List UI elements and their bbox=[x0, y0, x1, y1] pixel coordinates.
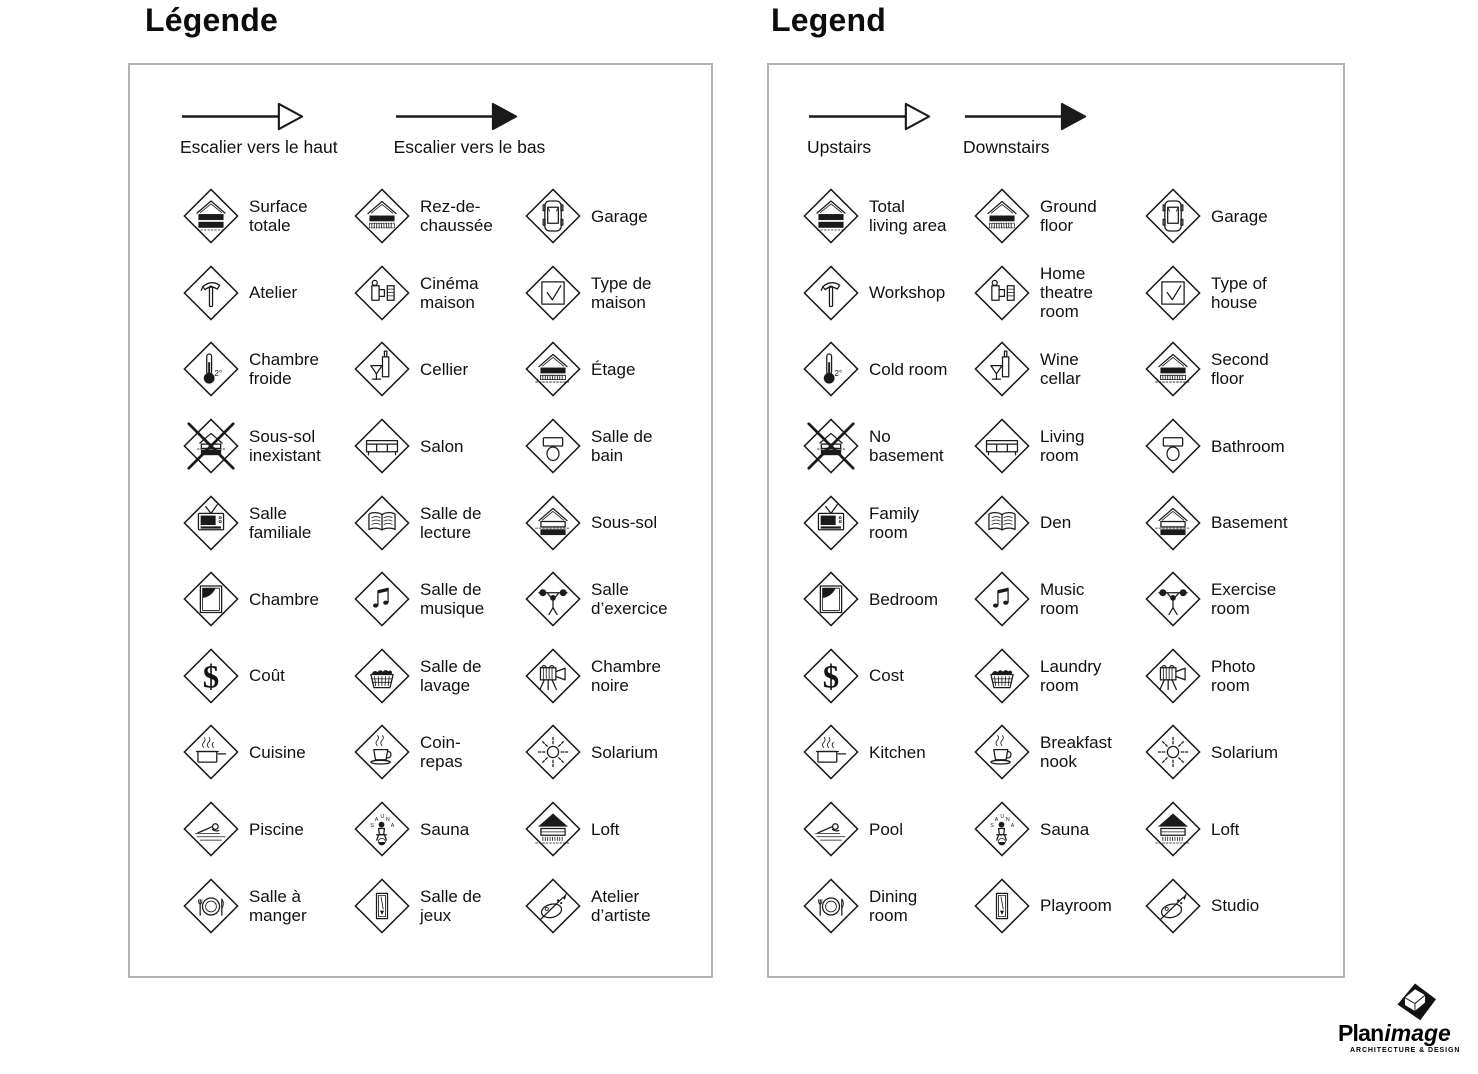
legend-item-projector bbox=[973, 255, 1144, 332]
legend-item-bed bbox=[182, 561, 353, 638]
coffee-icon bbox=[353, 723, 411, 781]
legend-item-label: Loft bbox=[591, 819, 620, 839]
legend-item-car bbox=[524, 178, 695, 255]
legend-item-swimmer bbox=[802, 791, 973, 868]
legend-item-label: Pool bbox=[869, 819, 904, 839]
legend-item-house-loft bbox=[1144, 791, 1315, 868]
house-basement-icon bbox=[524, 494, 582, 552]
legend-item-label: Salle de musique bbox=[420, 580, 485, 619]
legend-item-pool-table bbox=[353, 867, 524, 944]
legend-item-label: Workshop bbox=[869, 283, 946, 303]
car-icon bbox=[524, 187, 582, 245]
brand-italic-text: image bbox=[1384, 1020, 1451, 1046]
legend-panel-french bbox=[128, 63, 713, 978]
legend-item-camera bbox=[1144, 638, 1315, 715]
legend-item-house-ground bbox=[353, 178, 524, 255]
legend-item-label: Total living area bbox=[869, 197, 947, 236]
projector-icon bbox=[353, 264, 411, 322]
legend-item-label: Photo room bbox=[1211, 656, 1256, 695]
swimmer-icon bbox=[182, 800, 240, 858]
legend-item-music bbox=[973, 561, 1144, 638]
legend-item-label: Loft bbox=[1211, 819, 1240, 839]
legend-item-sun bbox=[1144, 714, 1315, 791]
no-basement-icon bbox=[802, 417, 860, 475]
legend-item-laundry bbox=[353, 638, 524, 715]
music-icon bbox=[353, 570, 411, 628]
legend-item-house-full bbox=[182, 178, 353, 255]
legend-item-label: Bathroom bbox=[1211, 436, 1285, 456]
bed-icon bbox=[802, 570, 860, 628]
dining-icon bbox=[802, 877, 860, 935]
legend-title-english: Legend bbox=[771, 2, 886, 38]
legend-item-coffee bbox=[973, 714, 1144, 791]
legend-item-label: Garage bbox=[591, 206, 648, 226]
pool-table-icon bbox=[353, 877, 411, 935]
legend-item-hammer bbox=[802, 255, 973, 332]
legend-item-label: Atelier d’artiste bbox=[591, 886, 651, 925]
legend-item-label: Solarium bbox=[591, 742, 659, 762]
downstairs-arrow-group bbox=[963, 101, 1089, 158]
legend-item-house-ground bbox=[973, 178, 1144, 255]
legend-item-thermometer bbox=[182, 331, 353, 408]
legend-item-label: Basement bbox=[1211, 513, 1288, 533]
stair-arrows-english bbox=[769, 65, 1343, 158]
dollar-icon bbox=[802, 647, 860, 705]
legend-item-checkmark bbox=[1144, 255, 1315, 332]
legend-item-label: Salle de jeux bbox=[420, 886, 482, 925]
house-full-icon bbox=[802, 187, 860, 245]
downstairs-arrow-group bbox=[394, 101, 546, 158]
legend-item-wine bbox=[973, 331, 1144, 408]
legend-item-label: Étage bbox=[591, 359, 636, 379]
legend-title-french: Légende bbox=[145, 2, 278, 38]
house-loft-icon bbox=[1144, 800, 1202, 858]
legend-item-label: Type of house bbox=[1211, 273, 1267, 312]
upstairs-arrow-group bbox=[807, 101, 933, 158]
legend-item-label: Cinéma maison bbox=[420, 273, 479, 312]
palette-icon bbox=[524, 877, 582, 935]
legend-item-car bbox=[1144, 178, 1315, 255]
thermometer-icon bbox=[182, 340, 240, 398]
legend-item-label: Sous-sol inexistant bbox=[249, 427, 321, 466]
swimmer-icon bbox=[802, 800, 860, 858]
sofa-icon bbox=[973, 417, 1031, 475]
stairs-down-label: Downstairs bbox=[963, 137, 1050, 157]
stairs-down-label: Escalier vers le bas bbox=[393, 137, 546, 157]
planimage-tagline: ARCHITECTURE & DESIGN bbox=[1350, 1047, 1461, 1054]
legend-item-label: Atelier bbox=[249, 283, 298, 303]
planimage-brand bbox=[1338, 1022, 1478, 1045]
legend-item-label: Salle d’exercice bbox=[591, 580, 668, 619]
legend-item-thermometer bbox=[802, 331, 973, 408]
weights-icon bbox=[524, 570, 582, 628]
legend-item-hammer bbox=[182, 255, 353, 332]
legend-item-label: Exercise room bbox=[1211, 580, 1277, 619]
weights-icon bbox=[1144, 570, 1202, 628]
legend-item-label: Sauna bbox=[1040, 819, 1090, 839]
legend-item-label: Breakfast nook bbox=[1040, 733, 1112, 772]
sauna-icon bbox=[353, 800, 411, 858]
tv-icon bbox=[182, 494, 240, 552]
legend-item-label: Chambre noire bbox=[591, 656, 661, 695]
legend-item-house-loft bbox=[524, 791, 695, 868]
legend-item-label: Dining room bbox=[869, 886, 918, 925]
legend-item-label: Garage bbox=[1211, 206, 1268, 226]
legend-item-label: Wine cellar bbox=[1040, 350, 1081, 389]
stairs-up-label: Escalier vers le haut bbox=[180, 137, 338, 157]
legend-item-laundry bbox=[973, 638, 1144, 715]
legend-item-label: Music room bbox=[1040, 580, 1085, 619]
brand-bold-text: Plan bbox=[1338, 1020, 1384, 1046]
legend-item-dining bbox=[802, 867, 973, 944]
stairs-down-arrow-icon bbox=[394, 101, 520, 132]
legend-item-label: Kitchen bbox=[869, 742, 926, 762]
pot-icon bbox=[182, 723, 240, 781]
legend-grid-english bbox=[769, 178, 1343, 944]
book-icon bbox=[353, 494, 411, 552]
legend-item-projector bbox=[353, 255, 524, 332]
sauna-icon bbox=[973, 800, 1031, 858]
stairs-up-arrow-icon bbox=[807, 101, 933, 132]
legend-item-label: Playroom bbox=[1040, 896, 1112, 916]
camera-icon bbox=[524, 647, 582, 705]
legend-item-swimmer bbox=[182, 791, 353, 868]
legend-item-dollar bbox=[802, 638, 973, 715]
legend-item-toilet bbox=[524, 408, 695, 485]
legend-item-label: Solarium bbox=[1211, 742, 1279, 762]
legend-item-label: Studio bbox=[1211, 896, 1260, 916]
legend-item-label: Cold room bbox=[869, 359, 948, 379]
legend-item-pool-table bbox=[973, 867, 1144, 944]
pot-icon bbox=[802, 723, 860, 781]
legend-item-label: Laundry room bbox=[1040, 656, 1102, 695]
legend-item-label: Piscine bbox=[249, 819, 304, 839]
legend-item-label: Chambre froide bbox=[249, 350, 319, 389]
legend-item-label: Sous-sol bbox=[591, 513, 658, 533]
checkmark-icon bbox=[524, 264, 582, 322]
planimage-house-icon bbox=[1392, 980, 1438, 1022]
legend-item-no-basement bbox=[802, 408, 973, 485]
legend-item-dollar bbox=[182, 638, 353, 715]
legend-item-label: Cost bbox=[869, 666, 904, 686]
legend-item-bed bbox=[802, 561, 973, 638]
upstairs-arrow-group bbox=[180, 101, 338, 158]
tv-icon bbox=[802, 494, 860, 552]
legend-item-sauna bbox=[973, 791, 1144, 868]
legend-item-pot bbox=[802, 714, 973, 791]
legend-item-label: Salle de lavage bbox=[420, 656, 482, 695]
legend-item-label: Family room bbox=[869, 503, 920, 542]
legend-item-label: Coin-repas bbox=[420, 733, 463, 772]
sun-icon bbox=[1144, 723, 1202, 781]
legend-item-label: Salon bbox=[420, 436, 464, 456]
legend-item-label: Salle de lecture bbox=[420, 503, 482, 542]
thermometer-icon bbox=[802, 340, 860, 398]
legend-item-sofa bbox=[973, 408, 1144, 485]
stairs-up-arrow-icon bbox=[180, 101, 306, 132]
legend-item-tv bbox=[802, 484, 973, 561]
stairs-up-label: Upstairs bbox=[807, 137, 872, 157]
legend-item-label: Type de maison bbox=[591, 273, 652, 312]
legend-item-house-second bbox=[524, 331, 695, 408]
legend-item-label: Home theatre room bbox=[1040, 264, 1093, 322]
book-icon bbox=[973, 494, 1031, 552]
stairs-down-arrow-icon bbox=[963, 101, 1089, 132]
legend-item-label: Second floor bbox=[1211, 350, 1269, 389]
legend-item-label: Salle de bain bbox=[591, 427, 653, 466]
legend-item-weights bbox=[1144, 561, 1315, 638]
legend-item-tv bbox=[182, 484, 353, 561]
legend-item-label: Coût bbox=[249, 666, 285, 686]
legend-grid-french bbox=[130, 178, 711, 944]
legend-item-label: No basement bbox=[869, 427, 944, 466]
legend-item-label: Cellier bbox=[420, 359, 469, 379]
sun-icon bbox=[524, 723, 582, 781]
palette-icon bbox=[1144, 877, 1202, 935]
legend-item-no-basement bbox=[182, 408, 353, 485]
legend-item-label: Cuisine bbox=[249, 742, 306, 762]
house-second-icon bbox=[1144, 340, 1202, 398]
legend-item-weights bbox=[524, 561, 695, 638]
planimage-logo bbox=[1338, 980, 1478, 1054]
legend-item-dining bbox=[182, 867, 353, 944]
legend-item-label: Sauna bbox=[420, 819, 470, 839]
legend-item-label: Surface totale bbox=[249, 197, 308, 236]
house-loft-icon bbox=[524, 800, 582, 858]
legend-item-label: Chambre bbox=[249, 589, 319, 609]
toilet-icon bbox=[524, 417, 582, 475]
house-ground-icon bbox=[973, 187, 1031, 245]
legend-item-house-full bbox=[802, 178, 973, 255]
legend-panel-english bbox=[767, 63, 1345, 978]
laundry-icon bbox=[353, 647, 411, 705]
legend-item-sauna bbox=[353, 791, 524, 868]
legend-item-book bbox=[353, 484, 524, 561]
house-ground-icon bbox=[353, 187, 411, 245]
stair-arrows-french bbox=[130, 65, 711, 158]
legend-item-label: Living room bbox=[1040, 427, 1085, 466]
music-icon bbox=[973, 570, 1031, 628]
legend-item-label: Ground floor bbox=[1040, 197, 1097, 236]
legend-item-label: Salle à manger bbox=[249, 886, 307, 925]
legend-item-wine bbox=[353, 331, 524, 408]
toilet-icon bbox=[1144, 417, 1202, 475]
legend-item-palette bbox=[1144, 867, 1315, 944]
legend-item-pot bbox=[182, 714, 353, 791]
camera-icon bbox=[1144, 647, 1202, 705]
legend-item-palette bbox=[524, 867, 695, 944]
pool-table-icon bbox=[973, 877, 1031, 935]
legend-item-label: Rez-de-chaussée bbox=[420, 197, 493, 236]
legend-item-house-basement bbox=[524, 484, 695, 561]
house-full-icon bbox=[182, 187, 240, 245]
hammer-icon bbox=[182, 264, 240, 322]
legend-item-music bbox=[353, 561, 524, 638]
dining-icon bbox=[182, 877, 240, 935]
house-basement-icon bbox=[1144, 494, 1202, 552]
legend-item-coffee bbox=[353, 714, 524, 791]
legend-item-toilet bbox=[1144, 408, 1315, 485]
hammer-icon bbox=[802, 264, 860, 322]
legend-item-house-second bbox=[1144, 331, 1315, 408]
legend-item-label: Salle familiale bbox=[249, 503, 312, 542]
bed-icon bbox=[182, 570, 240, 628]
dollar-icon bbox=[182, 647, 240, 705]
coffee-icon bbox=[973, 723, 1031, 781]
wine-icon bbox=[353, 340, 411, 398]
legend-item-label: Bedroom bbox=[869, 589, 938, 609]
legend-item-book bbox=[973, 484, 1144, 561]
legend-item-checkmark bbox=[524, 255, 695, 332]
laundry-icon bbox=[973, 647, 1031, 705]
legend-item-sofa bbox=[353, 408, 524, 485]
projector-icon bbox=[973, 264, 1031, 322]
wine-icon bbox=[973, 340, 1031, 398]
legend-item-camera bbox=[524, 638, 695, 715]
legend-item-label: Den bbox=[1040, 513, 1072, 533]
legend-item-sun bbox=[524, 714, 695, 791]
house-second-icon bbox=[524, 340, 582, 398]
no-basement-icon bbox=[182, 417, 240, 475]
car-icon bbox=[1144, 187, 1202, 245]
sofa-icon bbox=[353, 417, 411, 475]
checkmark-icon bbox=[1144, 264, 1202, 322]
legend-item-house-basement bbox=[1144, 484, 1315, 561]
